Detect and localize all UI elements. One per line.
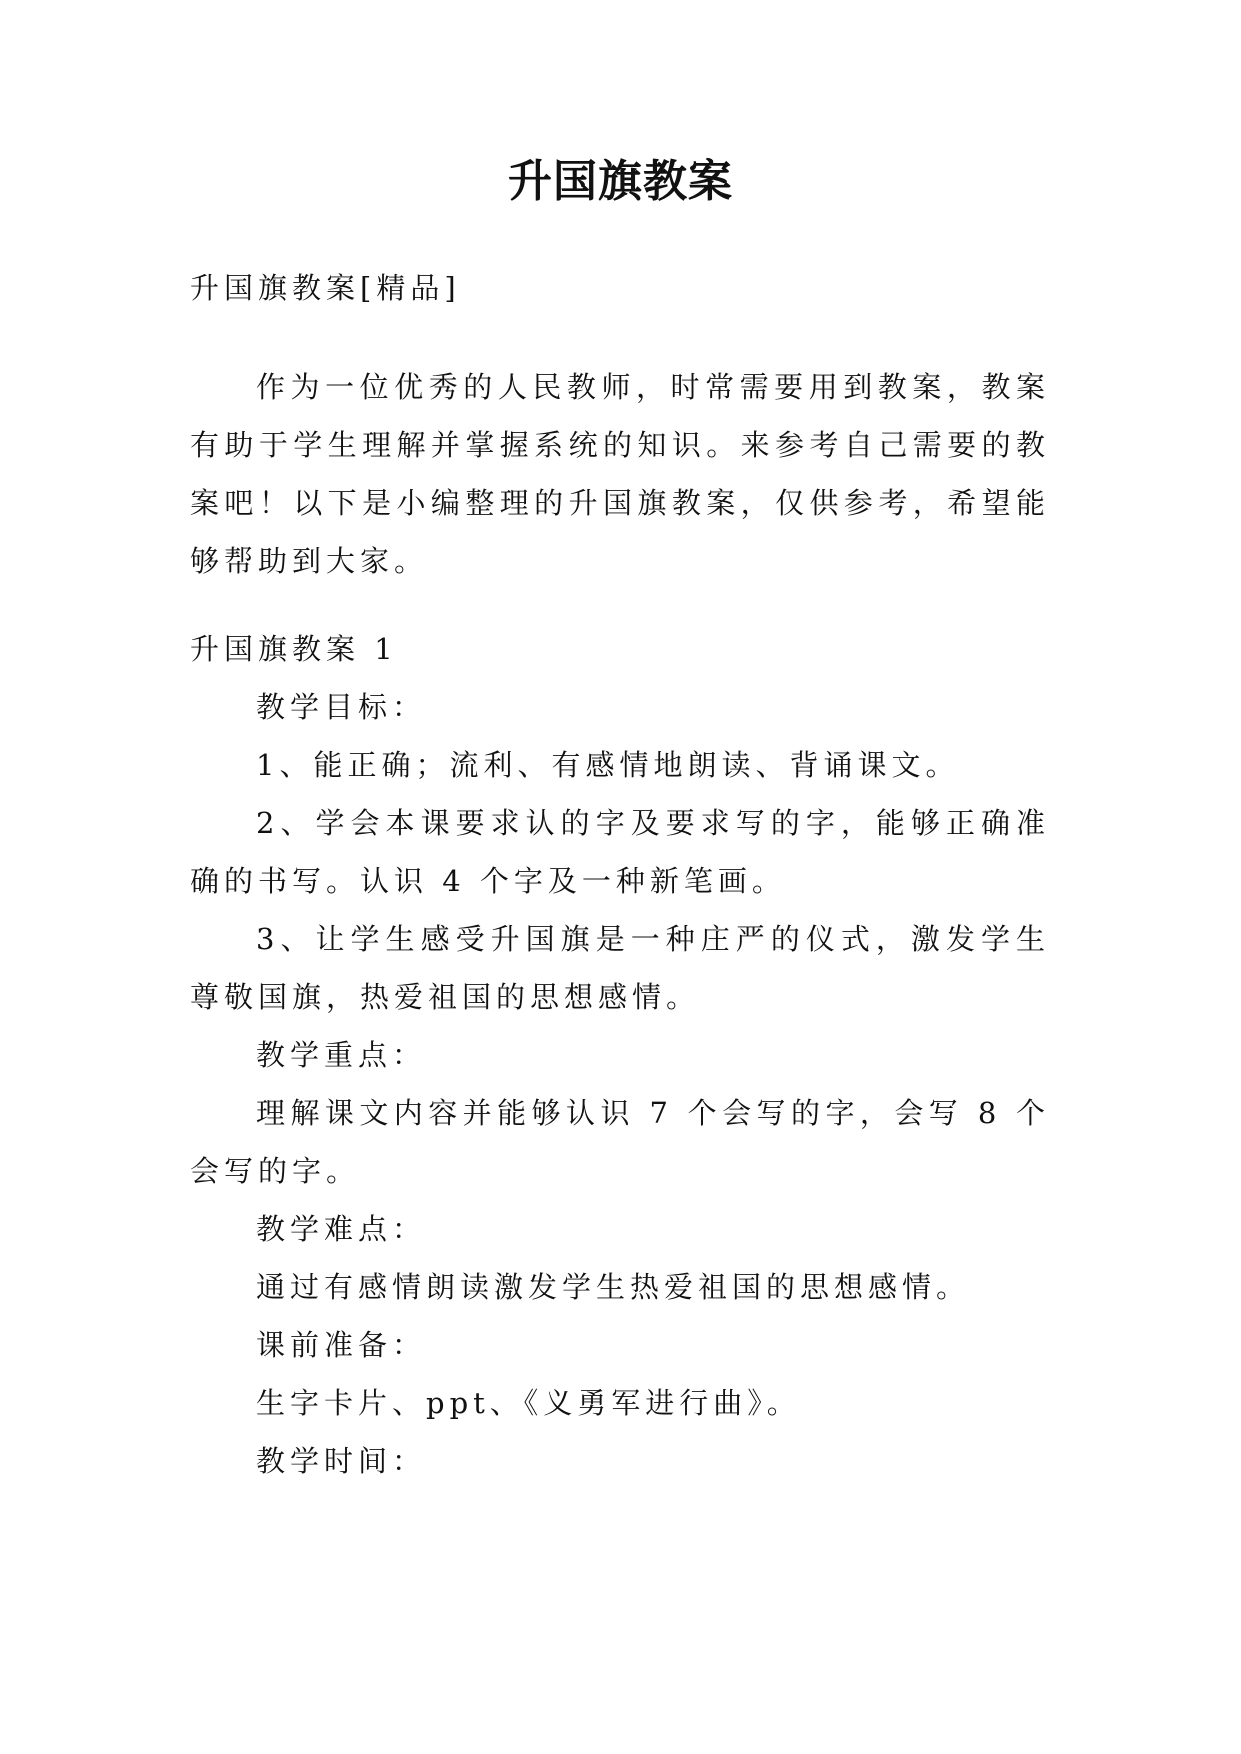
heading-teaching-goals: 教学目标： [256,690,427,724]
intro-block [190,358,1050,590]
preparation-text: 生字卡片、ppt、《义勇军进行曲》。 [256,1386,801,1420]
key-points-text: 理解课文内容并能够认识 7 个会写的字，会写 8 个会写的字。 [190,1096,1050,1188]
intro-paragraph: 作为一位优秀的人民教师，时常需要用到教案，教案有助于学生理解并掌握系统的知识。来参考自己需要的教案吧！以下是小编整理的升国旗教案，仅供参考，希望能够帮助到大家。 [190,370,1050,578]
goal-item-1: 1、能正确；流利、有感情地朗读、背诵课文。 [256,748,960,782]
goal-item-2: 2、学会本课要求认的字及要求写的字，能够正确准确的书写。认识 4 个字及一种新笔画。 [190,806,1050,898]
heading-preparation: 课前准备： [256,1328,427,1362]
section-heading: 升国旗教案 1 [190,632,398,666]
heading-difficulties: 教学难点： [256,1212,427,1246]
goal-item-3: 3、让学生感受升国旗是一种庄严的仪式，激发学生尊敬国旗，热爱祖国的思想感情。 [190,922,1050,1014]
document-subtitle [190,259,1050,317]
heading-teaching-time: 教学时间： [256,1444,427,1478]
difficulties-text: 通过有感情朗读激发学生热爱祖国的思想感情。 [256,1270,971,1304]
subtitle-text: 升国旗教案[精品] [190,271,461,305]
document-title: 升国旗教案 [508,156,733,207]
section-block [190,620,1050,1490]
heading-key-points: 教学重点： [256,1038,427,1072]
